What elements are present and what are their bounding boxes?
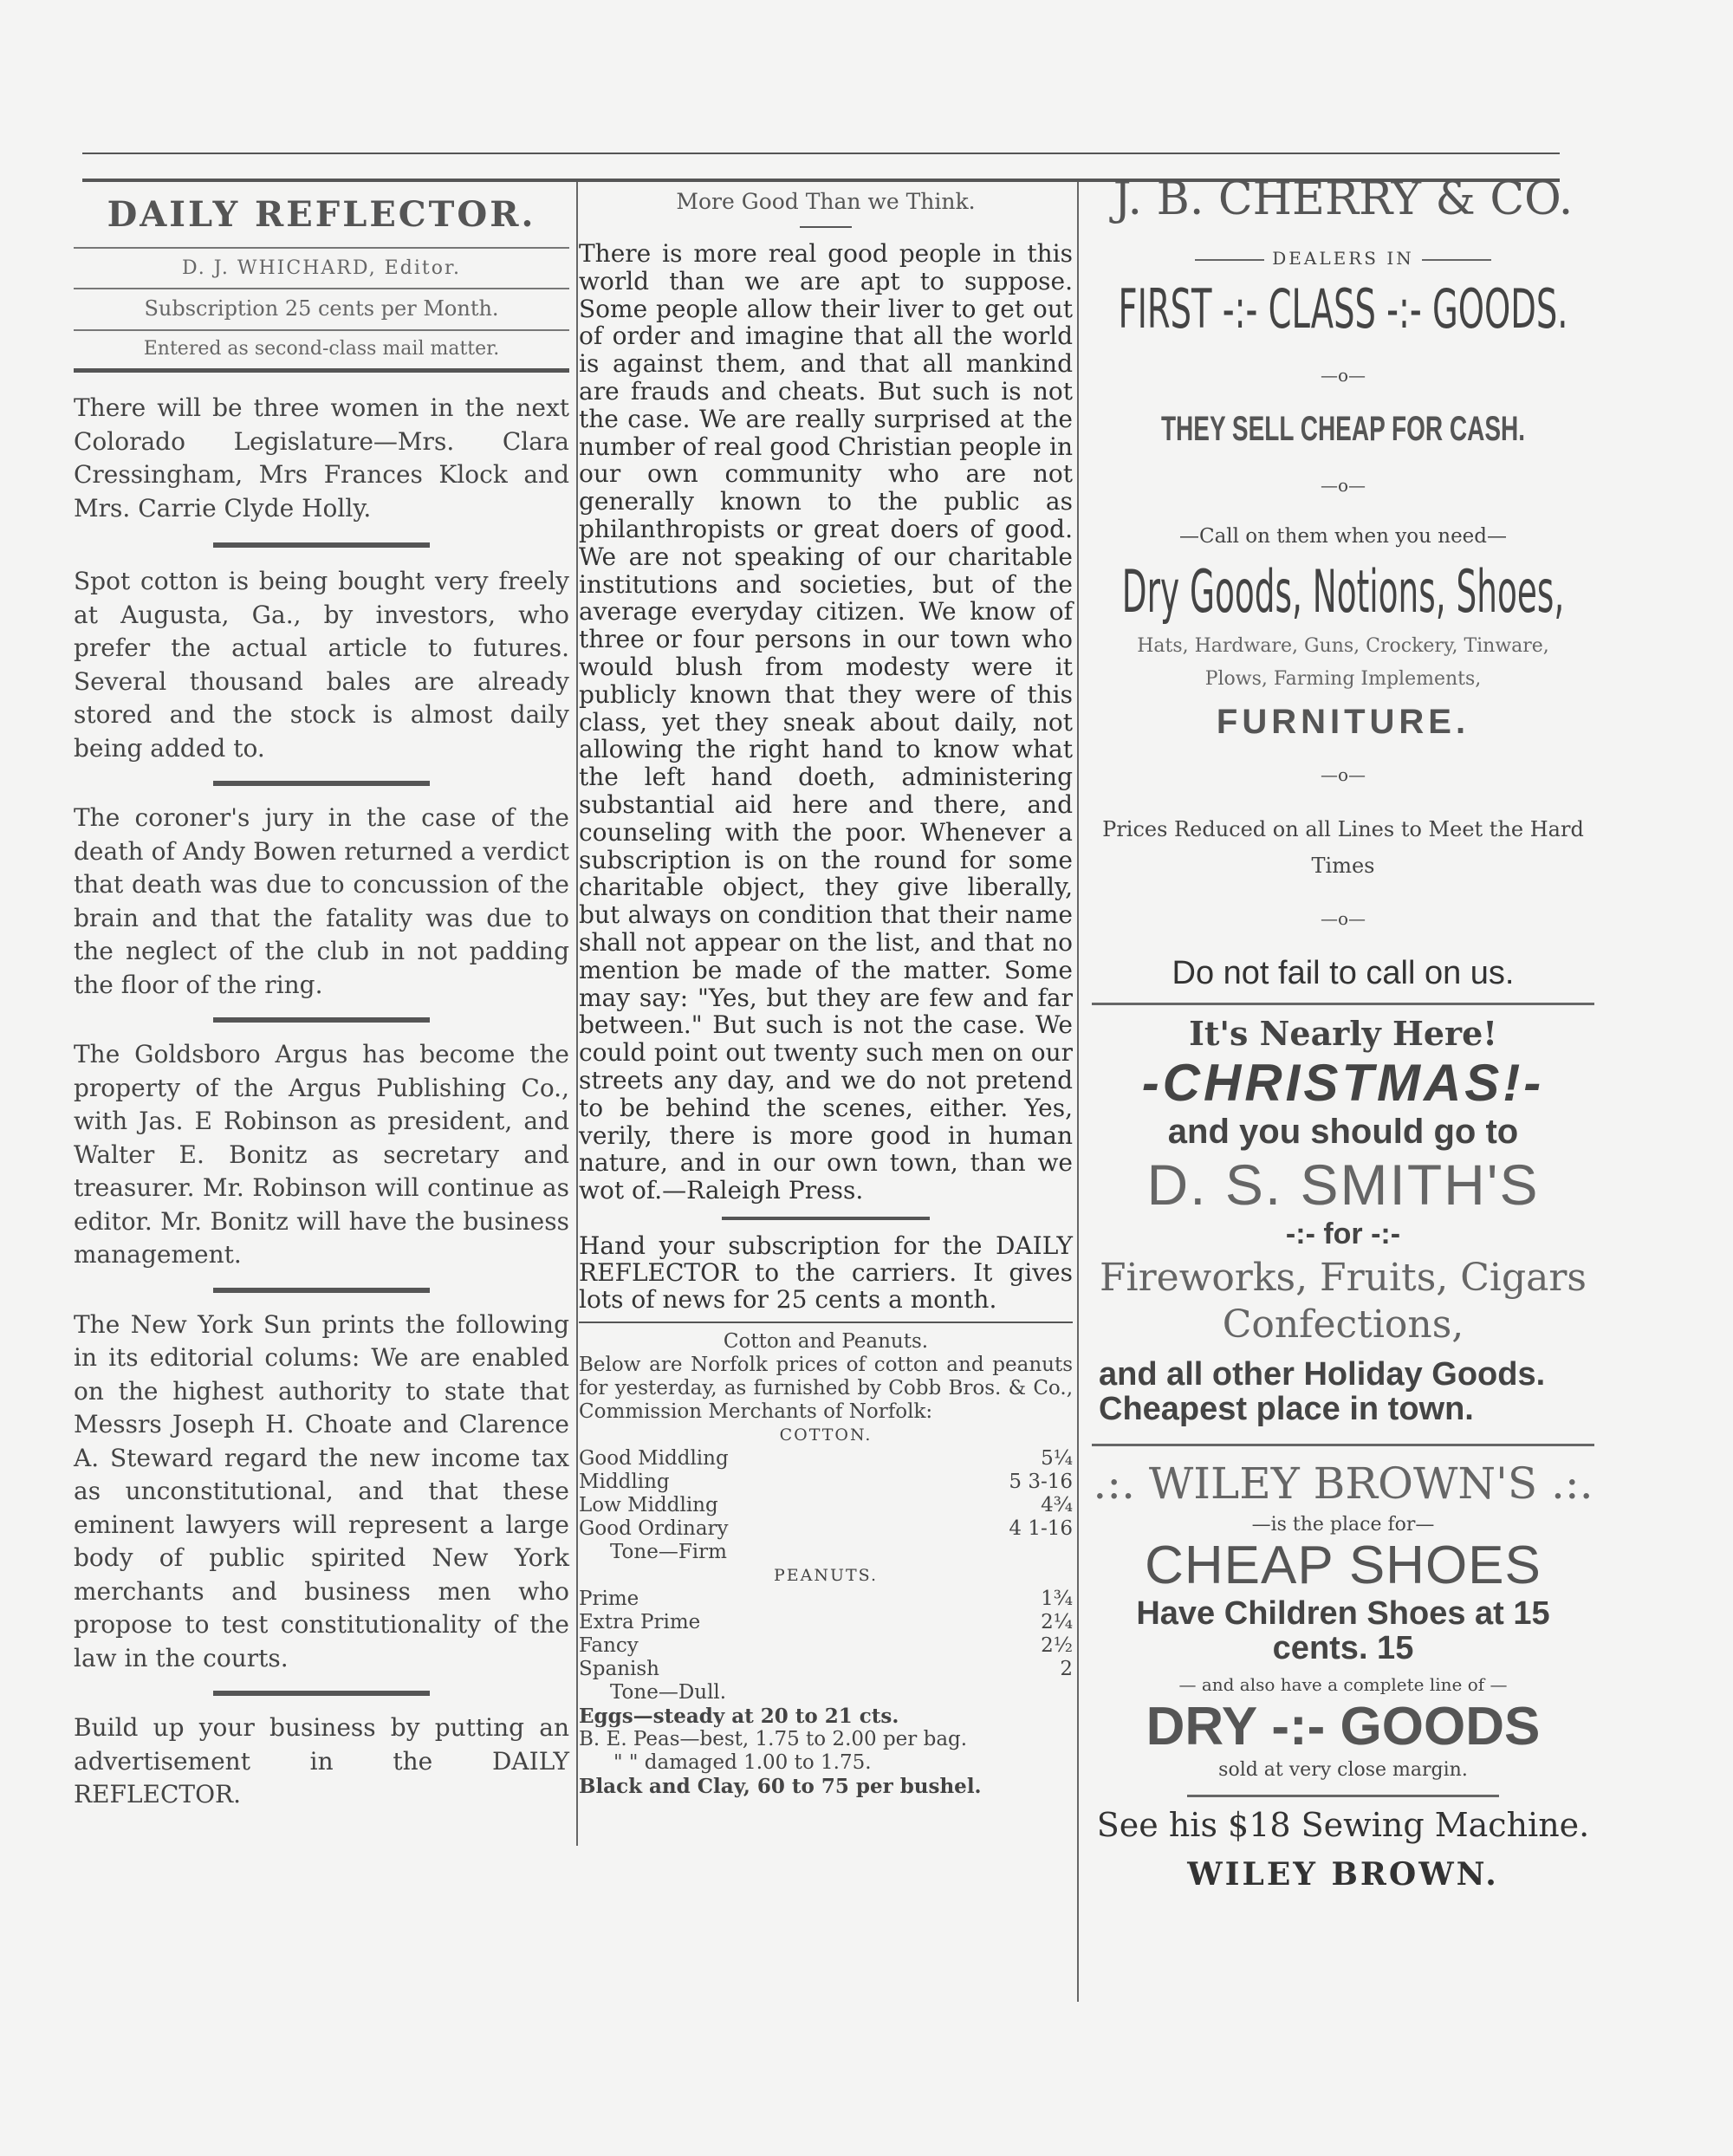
peanut-price: 2½: [1041, 1633, 1073, 1657]
peanut-price: 1¾: [1041, 1587, 1073, 1610]
peanut-grade: Fancy: [579, 1633, 639, 1657]
market-report: [579, 1330, 1073, 1798]
masthead-editor: D. J. WHICHARD, Editor.: [181, 257, 462, 279]
cotton-label: COTTON.: [779, 1425, 873, 1445]
peanut-grade: Prime: [579, 1587, 639, 1610]
cotton-price: 5 3-16: [1009, 1470, 1073, 1493]
cherry-furniture: FURNITURE.: [1216, 703, 1470, 741]
separator: [213, 542, 430, 548]
news-item-new-york-sun: The New York Sun prints the following in its editorial colums: We are enabled on the highest authority to state that Messrs Joseph H. Choate and Clarence A. Steward regard the new income tax as unconstitutional, and that these eminent lawyers will represent a large body of public spirited New York merchants and business men who propose to test constitutionality of the law in the courts.: [74, 1309, 569, 1672]
smith-go-to: and you should go to: [1167, 1113, 1519, 1151]
brown-margin: sold at very close margin.: [1218, 1759, 1468, 1781]
news-item-advertise: Build up your business by putting an advertisement in the DAILY REFLECTOR.: [74, 1713, 569, 1809]
column-3-ads: [1083, 173, 1603, 1893]
separator: [722, 1217, 930, 1220]
cherry-dealers-label: DEALERS IN: [1272, 248, 1414, 269]
article-more-good: There is more real good people in this world than we are apt to suppose. Some people allow their liver to get out of order and imagine that all the world is against them, and that all mankind are frauds and cheats. But such is not the case. We are really surprised at the number of real good Christian people in our own community who are not generally known to the public as philanthropists or great doers of good. We are not speaking of our charitable institutions and societies, but of the average everyday citizen. We know of three or four persons in our town who would blush from modesty were it publicly known that they were of this class, yet they sneak about daily, not allowing the right hand to know what the left hand doeth, administering substantial aid here and there, and counseling with the poor. Whenever a subscription is on the round for some charitable object, they give liberally, but always on condition that their name shall not appear on the list, and that no mention be made of the matter. Some may say: "Yes, but they are few and far between." But such is not the case. We could point out twenty such men on our streets any day, and we do not pretend to be behind the scenes, either. Yes, verily, there is more good in human nature, and in our own town, than we wot of.—Raleigh Press.: [579, 239, 1073, 1205]
cherry-prices: Prices Reduced on all Lines to Meet the Hard Times: [1102, 817, 1584, 878]
cherry-divider: —o—: [1320, 764, 1366, 785]
brown-signature: WILEY BROWN.: [1187, 1856, 1499, 1893]
cherry-divider: —o—: [1320, 908, 1366, 929]
peas-damaged-price: " " damaged 1.00 to 1.75.: [613, 1750, 872, 1774]
peanut-price: 2¼: [1041, 1610, 1073, 1633]
cotton-grade: Good Middling: [579, 1446, 729, 1470]
cotton-price: 4¾: [1041, 1493, 1073, 1516]
peanuts-label: PEANUTS.: [773, 1565, 879, 1585]
article-heading: More Good Than we Think.: [676, 189, 976, 214]
peanut-price-row: [579, 1588, 1073, 1611]
cotton-tone: Tone—Firm: [610, 1540, 727, 1563]
cherry-name: J. B. CHERRY & CO.: [1113, 173, 1574, 225]
peanut-price-row: [579, 1611, 1073, 1634]
separator: [213, 1288, 430, 1293]
brown-dry-goods: DRY -:- GOODS: [1146, 1697, 1541, 1757]
column-1: [74, 189, 569, 1812]
peanut-grade: Extra Prime: [579, 1610, 701, 1633]
peanut-grade: Spanish: [579, 1657, 659, 1680]
top-rule-thin: [82, 153, 1560, 154]
peanut-price-table: [579, 1588, 1073, 1681]
smith-name: D. S. SMITH'S: [1146, 1153, 1540, 1217]
cotton-grade: Good Ordinary: [579, 1516, 729, 1540]
smith-nearly-here: It's Nearly Here!: [1189, 1014, 1497, 1053]
peanut-price-row: [579, 1634, 1073, 1658]
cherry-first-class: FIRST -:- CLASS -:- GOODS.: [1118, 277, 1568, 341]
peanut-price-row: [579, 1658, 1073, 1681]
cotton-price-table: [579, 1447, 1073, 1541]
news-item-argus: The Goldsboro Argus has become the property of the Argus Publishing Co., with Jas. E Robinson as president, and Walter E. Bonitz as secretary and treasurer. Mr. Robinson will continue as editor. Mr. Bonitz will have the business management.: [74, 1040, 569, 1269]
masthead-entered: Entered as second-class mail matter.: [143, 338, 500, 360]
cotton-grade: Low Middling: [579, 1493, 718, 1516]
cherry-divider: —o—: [1320, 475, 1366, 496]
cotton-price-row: [579, 1447, 1073, 1471]
separator: [213, 781, 430, 786]
brown-sewing: See his $18 Sewing Machine.: [1096, 1806, 1590, 1844]
brown-name: .:. WILEY BROWN'S .:.: [1093, 1458, 1593, 1509]
smith-goods: Fireworks, Fruits, Cigars Confections,: [1099, 1256, 1587, 1347]
peanuts-tone: Tone—Dull.: [610, 1680, 727, 1704]
brown-shoes: CHEAP SHOES: [1145, 1536, 1542, 1595]
cherry-do-not-fail: Do not fail to call on us.: [1172, 955, 1515, 991]
news-item-coroner: The coroner's jury in the case of the death of Andy Bowen returned a verdict that death was due to concussion of the brain and that the fatality was due to the neglect of the club in not padding the floor of the ring.: [74, 803, 569, 999]
cherry-call: —Call on them when you need—: [1178, 525, 1508, 548]
column-divider-right: [1077, 182, 1079, 2002]
separator: [213, 1017, 430, 1023]
cotton-price-row: [579, 1471, 1073, 1494]
brown-children: Have Children Shoes at 15 cents. 15: [1136, 1595, 1550, 1666]
subscription-notice: Hand your subscription for the DAILY REFLECTOR to the carriers. It gives lots of news for 25 cents a month.: [579, 1231, 1073, 1314]
eggs-price: Eggs—steady at 20 to 21 cts.: [579, 1704, 899, 1728]
cherry-items: Hats, Hardware, Guns, Crockery, Tinware, Plows, Farming Implements,: [1137, 635, 1549, 690]
cherry-divider: —o—: [1320, 365, 1366, 386]
black-clay-price: Black and Clay, 60 to 75 per bushel.: [579, 1774, 982, 1798]
market-title: Cotton and Peanuts.: [723, 1329, 929, 1353]
cotton-price-row: [579, 1494, 1073, 1517]
news-item-legislature: There will be three women in the next Colorado Legislature—Mrs. Clara Cressingham, Mrs Frances Klock and Mrs. Carrie Clyde Holly.: [74, 393, 569, 523]
separator: [213, 1691, 430, 1696]
cotton-grade: Middling: [579, 1470, 670, 1493]
peas-best-price: B. E. Peas—best, 1.75 to 2.00 per bag.: [579, 1727, 968, 1750]
column-2: [579, 184, 1073, 1798]
market-intro: Below are Norfolk prices of cotton and peanuts for yesterday, as furnished by Cobb Bros. & Co., Commission Merchants of Norfolk:: [579, 1353, 1073, 1423]
brown-also: — and also have a complete line of —: [1178, 1674, 1508, 1695]
cherry-dry-goods: Dry Goods, Notions, Shoes,: [1121, 558, 1565, 627]
smith-holiday: and all other Holiday Goods. Cheapest place in town.: [1099, 1356, 1546, 1427]
cherry-sell-cheap: THEY SELL CHEAP FOR CASH.: [1160, 410, 1526, 448]
masthead-title: DAILY REFLECTOR.: [107, 194, 536, 235]
column-divider-left: [576, 182, 578, 1846]
smith-christmas: -CHRISTMAS!-: [1141, 1054, 1545, 1112]
brown-place: —is the place for—: [1251, 1514, 1435, 1536]
cotton-price: 4 1-16: [1009, 1516, 1073, 1540]
cotton-price: 5¼: [1041, 1446, 1073, 1470]
masthead: [74, 194, 569, 373]
smith-for: -:- for -:-: [1285, 1218, 1401, 1250]
cotton-price-row: [579, 1517, 1073, 1541]
peanut-price: 2: [1060, 1657, 1073, 1680]
cherry-dealers: [1083, 248, 1603, 269]
separator: [800, 226, 852, 228]
masthead-subscription: Subscription 25 cents per Month.: [144, 296, 499, 321]
news-item-cotton: Spot cotton is being bought very freely at Augusta, Ga., by investors, who prefer the actual article to futures. Several thousand bales are already stored and the stock is almost daily being added to.: [74, 567, 569, 763]
